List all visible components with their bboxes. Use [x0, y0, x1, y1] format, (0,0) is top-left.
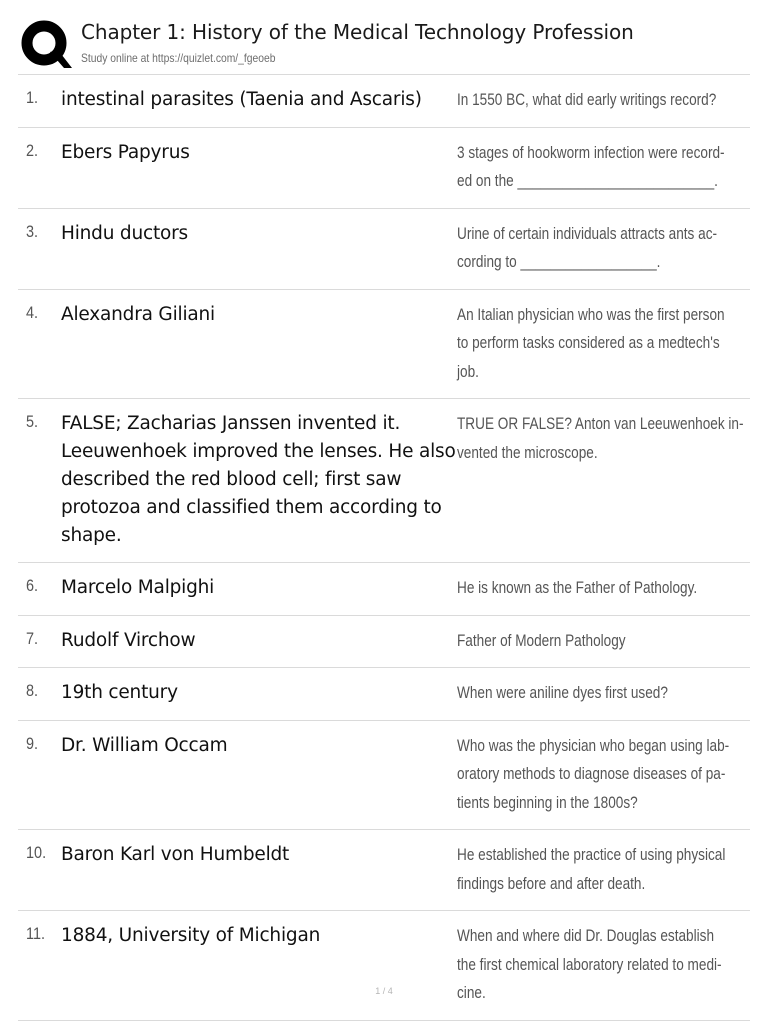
- flashcard-row: [18, 563, 750, 616]
- definition-line: tients beginning in the 1800s?: [457, 792, 638, 812]
- definition-line: oratory methods to diagnose diseases of pa-: [457, 764, 726, 783]
- card-number: 10.: [26, 843, 47, 862]
- card-number: 8.: [26, 681, 39, 700]
- flashcard-row: [18, 399, 750, 563]
- definition-line: findings before and after death.: [457, 873, 646, 893]
- card-term: FALSE; Zacharias Janssen invented it. Leeuwenhoek improved the lenses. He also described the red blood cell; first saw protozoa and classified them according to shape.: [61, 413, 456, 546]
- definition-line: job.: [457, 361, 479, 381]
- card-number: 5.: [26, 412, 39, 431]
- flashcard-row: [18, 721, 750, 831]
- definition-line: ed on the __________________________.: [457, 171, 718, 190]
- definition-line: Urine of certain individuals attracts ants ac-: [457, 223, 718, 243]
- definition-line: Father of Modern Pathology: [457, 630, 626, 650]
- card-term: Baron Karl von Humbeldt: [61, 844, 290, 865]
- card-term: Ebers Papyrus: [61, 141, 190, 163]
- card-term: 19th century: [61, 682, 178, 703]
- card-number: 2.: [26, 140, 39, 160]
- definition-line: the first chemical laboratory related to medi-: [457, 954, 722, 974]
- card-definition: [457, 574, 750, 603]
- flashcard-row: [18, 911, 750, 1021]
- card-term: Rudolf Virchow: [61, 629, 196, 651]
- card-number: 7.: [26, 628, 39, 648]
- card-term: intestinal parasites (Taenia and Ascaris): [61, 89, 422, 110]
- page-header: [20, 18, 750, 74]
- card-term: Alexandra Giliani: [61, 303, 215, 325]
- flashcard-row: [18, 128, 750, 209]
- flashcard-row: [18, 830, 750, 911]
- card-definition: [457, 841, 750, 898]
- card-definition: [457, 86, 750, 115]
- card-definition: [457, 139, 750, 196]
- quizlet-logo-icon: [20, 18, 72, 72]
- definition-line: Who was the physician who began using lab-: [457, 735, 730, 755]
- definition-line: When were aniline dyes first used?: [457, 683, 668, 702]
- definition-line: When and where did Dr. Douglas establish: [457, 926, 715, 945]
- card-number: 11.: [26, 924, 46, 943]
- flashcard-row: [18, 668, 750, 721]
- definition-line: In 1550 BC, what did early writings record?: [457, 90, 717, 109]
- card-number: 3.: [26, 221, 39, 241]
- study-online-link[interactable]: Study online at https://quizlet.com/_fgeoeb: [81, 51, 276, 65]
- card-term: Dr. William Occam: [61, 734, 228, 756]
- card-definition: [457, 679, 750, 708]
- card-term: Hindu ductors: [61, 222, 188, 244]
- card-definition: [457, 301, 750, 387]
- card-definition: [457, 410, 750, 467]
- page-title: Chapter 1: History of the Medical Technology Profession: [81, 20, 634, 44]
- card-number: 6.: [26, 576, 39, 595]
- card-definition: [457, 220, 750, 277]
- flashcard-list: [18, 74, 750, 1021]
- definition-line: vented the microscope.: [457, 442, 598, 462]
- flashcard-row: [18, 290, 750, 400]
- definition-line: cording to __________________.: [457, 252, 661, 271]
- definition-line: to perform tasks considered as a medtech's: [457, 333, 720, 352]
- definition-line: 3 stages of hookworm infection were record-: [457, 142, 725, 162]
- flashcard-row: [18, 75, 750, 128]
- definition-line: cine.: [457, 983, 486, 1002]
- page-number: 1 / 4: [375, 986, 393, 996]
- card-number: 4.: [26, 302, 39, 322]
- flashcard-row: [18, 616, 750, 669]
- card-definition: [457, 732, 750, 818]
- definition-line: He established the practice of using physical: [457, 845, 726, 864]
- definition-line: TRUE OR FALSE? Anton van Leeuwenhoek in-: [457, 414, 744, 433]
- card-number: 1.: [26, 88, 39, 107]
- definition-line: He is known as the Father of Pathology.: [457, 578, 698, 597]
- card-definition: [457, 627, 750, 656]
- card-term: Marcelo Malpighi: [61, 577, 215, 598]
- card-number: 9.: [26, 733, 39, 753]
- definition-line: An Italian physician who was the first person: [457, 304, 725, 324]
- flashcard-row: [18, 209, 750, 290]
- card-term: 1884, University of Michigan: [61, 925, 321, 946]
